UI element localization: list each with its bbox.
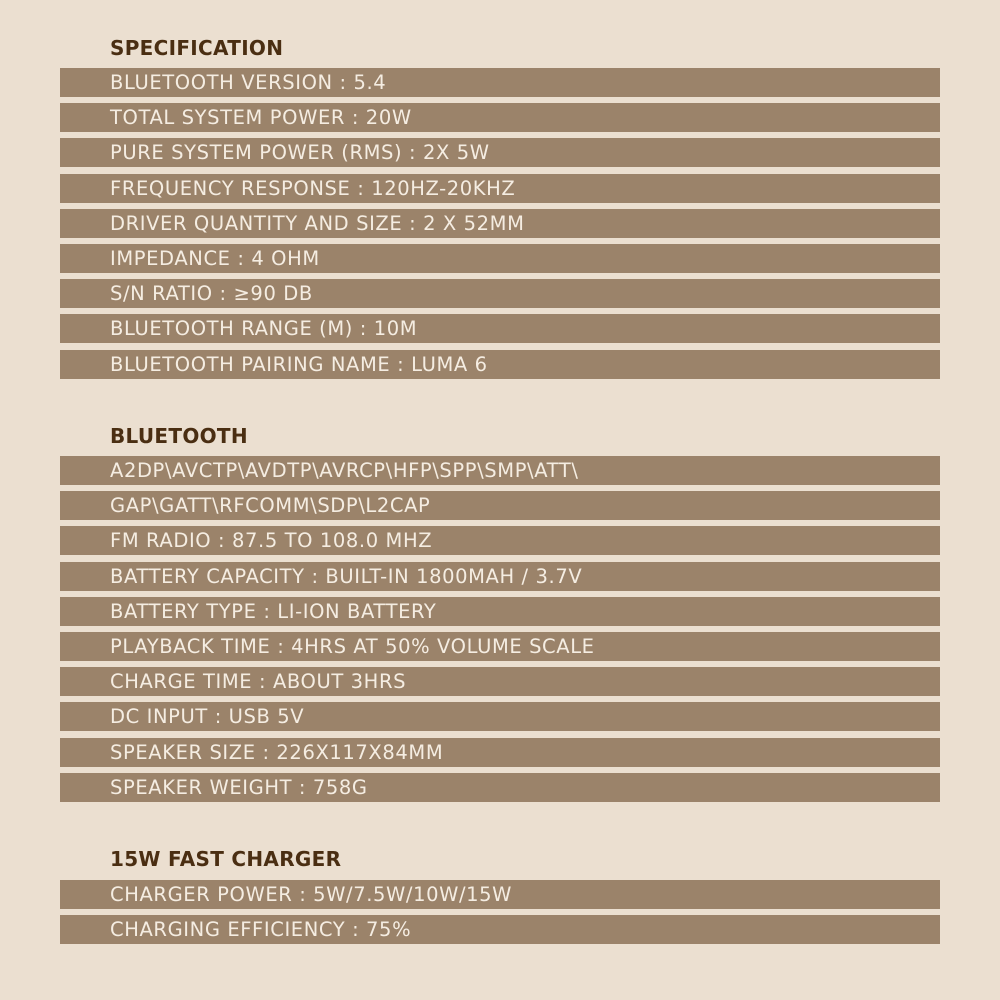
spec-row — [60, 562, 940, 591]
spec-row-text: PURE SYSTEM POWER (RMS) : 2X 5W — [110, 141, 490, 165]
spec-row — [60, 597, 940, 626]
spec-row-text: TOTAL SYSTEM POWER : 20W — [110, 106, 412, 130]
spec-row — [60, 491, 940, 520]
spec-row-text: PLAYBACK TIME : 4HRS AT 50% VOLUME SCALE — [110, 634, 595, 658]
spec-row — [60, 314, 940, 343]
spec-row-text: CHARGE TIME : ABOUT 3HRS — [110, 670, 407, 694]
specification-heading: SPECIFICATION — [110, 36, 284, 60]
spec-row — [60, 456, 940, 485]
spec-row-text: GAP\GATT\RFCOMM\SDP\L2CAP — [110, 494, 431, 518]
spec-row-text: SPEAKER SIZE : 226X117X84MM — [110, 740, 444, 764]
spec-row-text: CHARGING EFFICIENCY : 75% — [110, 918, 412, 942]
spec-row-text: CHARGER POWER : 5W/7.5W/10W/15W — [110, 883, 513, 906]
spec-row-text: A2DP\AVCTP\AVDTP\AVRCP\HFP\SPP\SMP\ATT\ — [110, 459, 579, 482]
spec-row — [60, 103, 940, 132]
spec-row — [60, 350, 940, 379]
bluetooth-list — [60, 456, 940, 808]
spec-row-text: FREQUENCY RESPONSE : 120HZ-20KHZ — [110, 176, 516, 200]
specification-list — [60, 68, 940, 385]
spec-row — [60, 174, 940, 203]
spec-row — [60, 915, 940, 944]
spec-row-text: DRIVER QUANTITY AND SIZE : 2 X 52MM — [110, 211, 525, 235]
spec-row-text: BATTERY TYPE : LI-ION BATTERY — [110, 599, 437, 623]
fast-charger-heading: 15W FAST CHARGER — [110, 847, 342, 871]
spec-row — [60, 244, 940, 273]
spec-row — [60, 880, 940, 909]
spec-row-text: DC INPUT : USB 5V — [110, 705, 305, 729]
spec-row — [60, 68, 940, 97]
spec-row-text: BLUETOOTH PAIRING NAME : LUMA 6 — [110, 352, 488, 376]
spec-row — [60, 702, 940, 731]
spec-row — [60, 738, 940, 767]
fast-charger-list — [60, 880, 940, 950]
spec-row-text: FM RADIO : 87.5 TO 108.0 MHZ — [110, 529, 433, 553]
spec-row — [60, 138, 940, 167]
spec-row — [60, 773, 940, 802]
spec-row-text: BLUETOOTH VERSION : 5.4 — [110, 71, 387, 94]
spec-row-text: BLUETOOTH RANGE (M) : 10M — [110, 317, 418, 341]
spec-row — [60, 526, 940, 555]
spec-row — [60, 632, 940, 661]
spec-row — [60, 209, 940, 238]
spec-row-text: IMPEDANCE : 4 OHM — [110, 246, 320, 270]
spec-row-text: SPEAKER WEIGHT : 758G — [110, 775, 368, 799]
spec-row — [60, 667, 940, 696]
bluetooth-heading: BLUETOOTH — [110, 424, 248, 448]
spec-row — [60, 279, 940, 308]
spec-row-text: S/N RATIO : ≥90 DB — [110, 282, 313, 306]
spec-row-text: BATTERY CAPACITY : BUILT-IN 1800MAH / 3.7V — [110, 564, 583, 588]
